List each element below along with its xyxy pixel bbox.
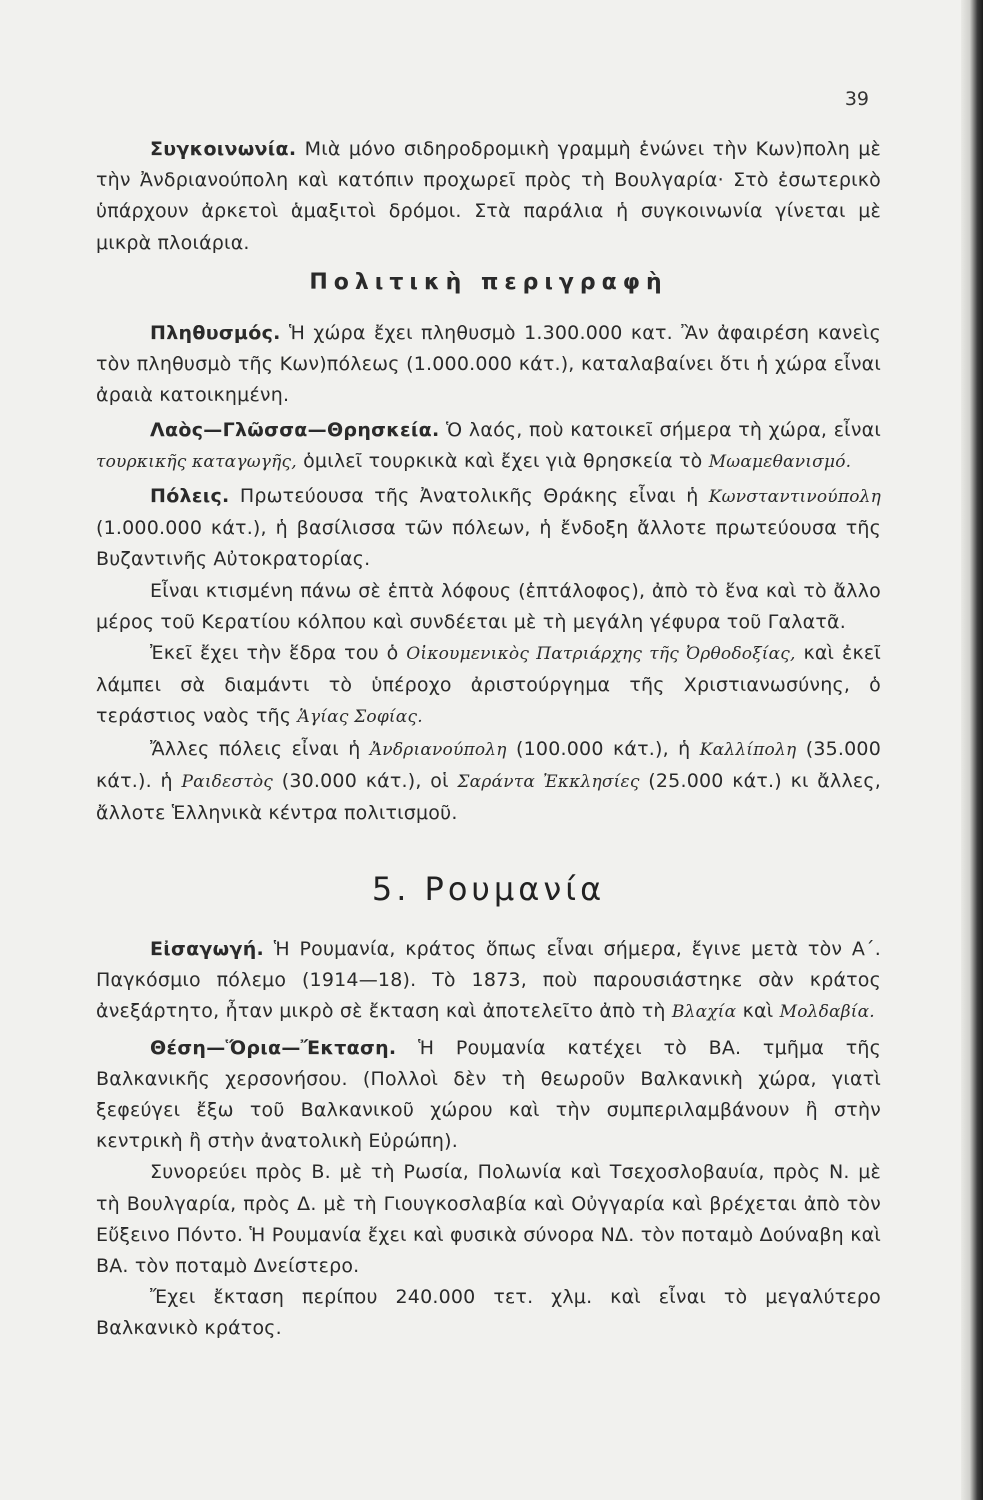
term-transport: Συγκοινωνία. [150, 138, 297, 160]
text-population: Ἡ χώρα ἔχει πληθυσμὸ 1.300.000 κατ. Ἂν ἀφαιρέση κανεὶς τὸν πληθυσμὸ τῆς Κων)πόλεως (1.000.000 κάτ.), καταλαβαίνει ὅτι ἡ χώρα εἶναι ἀραιὰ κατοικημένη. [96, 322, 881, 407]
italic-constantinople: Κωνσταντινούπολη [708, 487, 881, 508]
italic-turkish-origin: τουρκικῆς καταγωγῆς, [96, 451, 297, 472]
text-intro-b: καὶ [742, 1000, 774, 1023]
italic-gallipoli: Καλλίπολη [699, 739, 797, 760]
paragraph-location [96, 1033, 881, 1158]
text-cities-a: Πρωτεύουσα τῆς Ἀνατολικῆς Θράκης εἶναι ἡ [239, 485, 699, 508]
italic-islam: Μωαμεθανισμό. [708, 451, 852, 472]
paragraph-borders: Συνορεύει πρὸς Β. μὲ τὴ Ρωσία, Πολωνία καὶ Τσεχοσλοβαυία, πρὸς Ν. μὲ τὴ Βουλγαρία, πρὸς Δ. μὲ τὴ Γιουγκοσλαβία καὶ Οὐγγαρία καὶ βρέχεται ἀπὸ τὸν Εὔξεινο Πόντο. Ἡ Ρουμανία ἔχει καὶ φυσικὰ σύνορα ΝΔ. τὸν ποταμὸ Δούναβη καὶ ΒΑ. τὸν ποταμὸ Δνείστερο. [96, 1161, 881, 1278]
italic-patriarch: Οἰκουμενικὸς Πατριάρχης τῆς Ὀρθοδοξίας, [406, 644, 796, 665]
text-other-e: (25.000 κάτ.) κι ἄλλες, ἄλλοτε Ἑλληνικὰ κέντρα πολιτισμοῦ. [96, 769, 881, 825]
text-people-b: ὁμιλεῖ τουρκικὰ καὶ ἔχει γιὰ θρησκεία τὸ [303, 449, 703, 472]
text-other-a: Ἄλλες πόλεις εἶναι ἡ [150, 737, 361, 760]
term-introduction: Εἰσαγωγή. [150, 938, 265, 960]
term-cities: Πόλεις. [150, 485, 230, 508]
text-other-b: (100.000 κάτ.), ἡ [516, 737, 691, 760]
paragraph-people-language-religion [96, 415, 881, 478]
term-people: Λαὸς—Γλῶσσα—Θρησκεία. [150, 418, 440, 441]
term-location: Θέση—Ὅρια—Ἔκταση. [150, 1036, 397, 1059]
text-patriarch-b: καὶ ἐκεῖ λάμπει σὰ διαμάντι τὸ ὑπέροχο ἀριστούργημα τῆς Χριστιανωσύνης, ὁ τεράστιος ναὸς τῆς [96, 642, 881, 728]
paragraph-transport [96, 134, 881, 259]
text-patriarch-a: Ἐκεῖ ἔχει τὴν ἕδρα του ὁ [150, 642, 399, 665]
paragraph-other-cities [96, 734, 881, 830]
chapter-title: 5. Ρουμανία [371, 870, 606, 908]
text-transport: Μιὰ μόνο σιδηροδρομικὴ γραμμὴ ἑνώνει τὴν Κων)πολη μὲ τὴν Ἀνδριανούπολη καὶ κατόπιν προχωρεῖ πρὸς τὴ Βουλγαρία· Στὸ ἐσωτερικὸ ὑπάρχουν ἀρκετοὶ ἁμαξιτοὶ δρόμοι. Στὰ παράλια ἡ συγκοινωνία γίνεται μὲ μικρὰ πλοιάρια. [96, 138, 881, 254]
text-intro-a: Ἡ Ρουμανία, κράτος ὅπως εἶναι σήμερα, ἔγινε μετὰ τὸν Α΄. Παγκόσμιο πόλεμο (1914—18). Τὸ 1873, ποὺ παρουσιάστηκε σὰν κράτος ἀνεξάρτητο, ἦταν μικρὸ σὲ ἔκταση καὶ ἀποτελεῖτο ἀπὸ τὴ [96, 938, 881, 1023]
section-transport [96, 134, 881, 259]
italic-hagia-sophia: Ἁγίας Σοφίας. [297, 707, 423, 728]
text-cities-b: (1.000.000 κάτ.), ἡ βασίλισσα τῶν πόλεων, ἡ ἔνδοξη ἄλλοτε πρωτεύουσα τῆς Βυζαντινῆς Αὐτοκρατορίας. [96, 517, 881, 571]
italic-wallachia: Βλαχία [671, 1002, 737, 1023]
book-spine-edge [961, 0, 983, 1500]
paragraph-cities [96, 481, 881, 576]
paragraph-introduction [96, 934, 881, 1029]
text-people-a: Ὁ λαός, ποὺ κατοικεῖ σήμερα τὴ χώρα, εἶναι [446, 418, 881, 441]
paragraph-area: Ἔχει ἔκταση περίπου 240.000 τετ. χλμ. καὶ εἶναι τὸ μεγαλύτερο Βαλκανικὸ κράτος. [96, 1286, 881, 1340]
page-number: 39 [844, 88, 869, 110]
text-other-d: (30.000 κάτ.), οἱ [281, 769, 449, 792]
text-other-c: (35.000 κάτ.). ἡ [96, 737, 881, 792]
text-location: Ἡ Ρουμανία κατέχει τὸ ΒΑ. τμῆμα τῆς Βαλκανικῆς χερσονήσου. (Πολλοὶ δὲν τὴ θεωροῦν Βαλκανικὴ χώρα, γιατὶ ξεφεύγει ἔξω τοῦ Βαλκανικοῦ χώρου καὶ τὴν συμπεριλαμβάνουν ἢ στὴν κεντρικὴ ἢ στὴν ἀνατολικὴ Εὐρώπη). [96, 1036, 881, 1153]
italic-adrianople: Ἀνδριανούπολη [369, 739, 507, 760]
term-population: Πληθυσμός. [150, 322, 281, 344]
italic-moldavia: Μολδαβία. [779, 1002, 875, 1023]
paragraph-patriarchate [96, 638, 881, 734]
paragraph-seven-hills: Εἶναι κτισμένη πάνω σὲ ἑπτὰ λόφους (ἑπτάλοφος), ἀπὸ τὸ ἕνα καὶ τὸ ἄλλο μέρος τοῦ Κερατίου κόλπου καὶ συνδέεται μὲ τὴ μεγάλη γέφυρα τοῦ Γαλατᾶ. [96, 579, 881, 633]
section-romania [96, 934, 881, 1345]
heading-political-description: Πολιτικὴ περιγραφὴ [309, 270, 668, 295]
italic-raidestos: Ραιδεστὸς [181, 771, 274, 792]
italic-saranta-ekklisies: Σαράντα Ἐκκλησίες [457, 771, 640, 792]
section-political [96, 318, 881, 829]
paragraph-population [96, 318, 881, 412]
